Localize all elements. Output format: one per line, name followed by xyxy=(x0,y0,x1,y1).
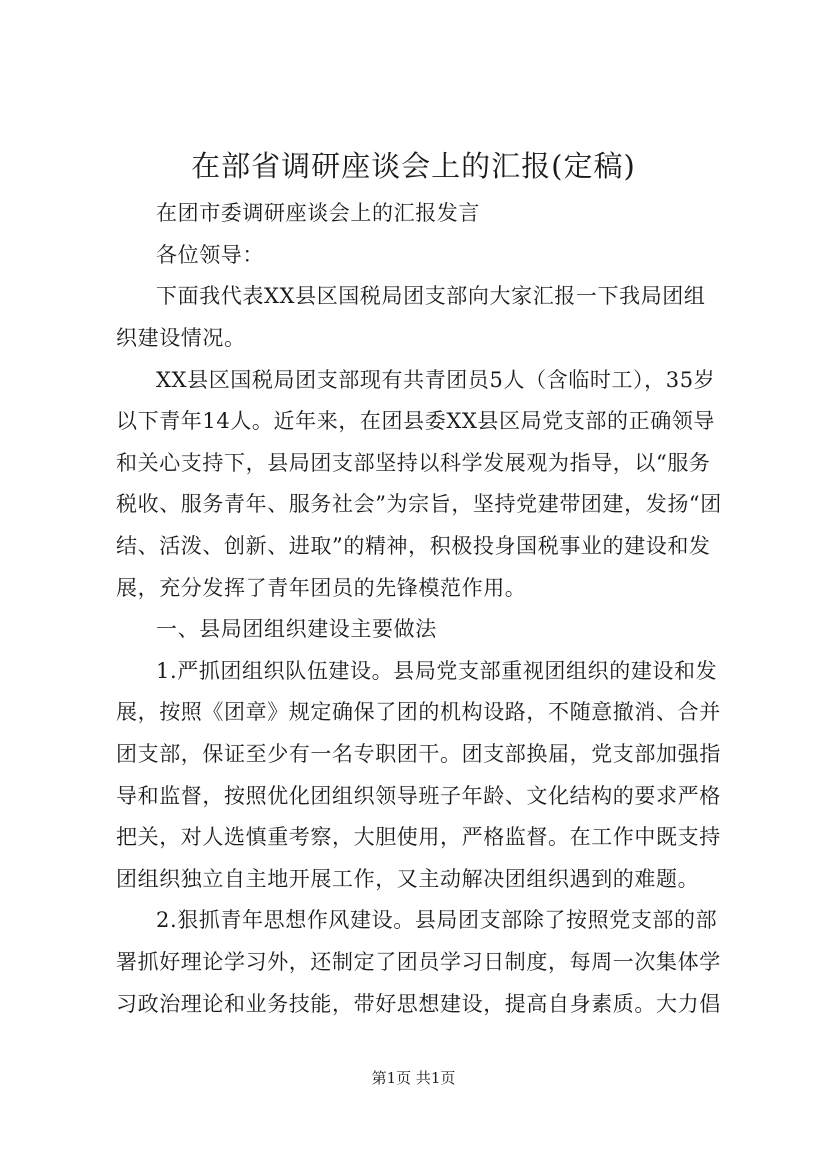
page-number-footer: 第1页 共1页 xyxy=(371,1069,456,1087)
paragraph-line: 和关心支持下，县局团支部坚持以科学发展观为指导，以“服务 xyxy=(116,451,711,475)
paragraph-line: 展，按照《团章》规定确保了团的机构设路，不随意撤消、合并 xyxy=(116,700,721,724)
paragraph-line: 署抓好理论学习外，还制定了团员学习日制度，每周一次集体学 xyxy=(116,950,721,974)
paragraph-line: 导和监督，按照优化团组织领导班子年龄、文化结构的要求严格 xyxy=(116,784,721,808)
paragraph-line: 团组织独立自主地开展工作，又主动解决团组织遇到的难题。 xyxy=(116,867,700,891)
paragraph-line: 结、活泼、创新、进取”的精神，积极投身国税事业的建设和发 xyxy=(116,534,711,558)
paragraph-line: 下面我代表XX县区国税局团支部向大家汇报一下我局团组 xyxy=(156,284,706,308)
paragraph-line: 团支部，保证至少有一名专职团干。团支部换届，党支部加强指 xyxy=(116,742,721,766)
paragraph-line: XX县区国税局团支部现有共青团员5人（含临时工），35岁 xyxy=(156,368,716,392)
paragraph-line: 1.严抓团组织队伍建设。县局党支部重视团组织的建设和发 xyxy=(156,659,718,683)
paragraph-line: 习政治理论和业务技能，带好思想建设，提高自身素质。大力倡 xyxy=(116,992,721,1016)
paragraph-line: 各位领导： xyxy=(156,243,264,267)
paragraph-line: 织建设情况。 xyxy=(116,326,246,350)
paragraph-line: 展，充分发挥了青年团员的先锋模范作用。 xyxy=(116,576,527,600)
document-title: 在部省调研座谈会上的汇报(定稿) xyxy=(191,149,636,183)
section-heading: 一、县局团组织建设主要做法 xyxy=(156,617,437,641)
paragraph-line: 2.狠抓青年思想作风建设。县局团支部除了按照党支部的部 xyxy=(156,908,718,932)
paragraph-line: 把关，对人选慎重考察，大胆使用，严格监督。在工作中既支持 xyxy=(116,825,721,849)
paragraph-line: 在团市委调研座谈会上的汇报发言 xyxy=(156,201,480,225)
paragraph-line: 税收、服务青年、服务社会”为宗旨，坚持党建带团建，发扬“团 xyxy=(116,492,722,516)
paragraph-line: 以下青年14人。近年来，在团县委XX县区局党支部的正确领导 xyxy=(116,409,716,433)
